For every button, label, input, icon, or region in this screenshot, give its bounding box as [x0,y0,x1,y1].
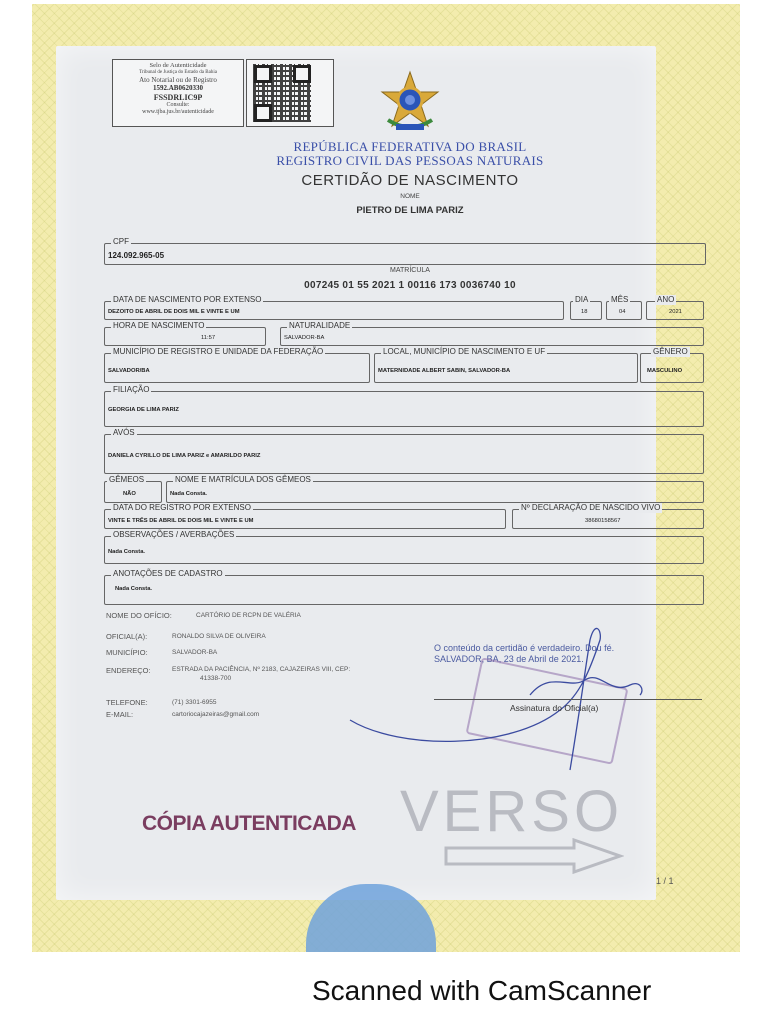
birth-place-value: MATERNIDADE ALBERT SABIN, SALVADOR-BA [378,368,511,374]
twins-value: NÃO [123,491,136,497]
year-label: ANO [657,295,675,304]
naturality-value: SALVADOR-BA [284,335,325,341]
coat-of-arms-icon [378,70,442,134]
name-label: NOME [400,193,420,200]
registry-date-field [104,503,506,529]
phone-value: (71) 3301-6955 [172,699,217,706]
day-value: 18 [581,309,588,315]
official-label: OFICIAL(A): [106,632,148,641]
twins-label: GÊMEOS [109,475,145,484]
grandparents-label: AVÓS [113,428,135,437]
office-city: SALVADOR-BA [172,649,218,656]
registry-city-label: MUNICÍPIO DE REGISTRO E UNIDADE DA FEDERAÇÃO [113,347,324,356]
attestation-line2: SALVADOR, BA, 23 de Abril de 2021. [434,654,584,664]
seal-url: www.tjba.jus.br/autenticidade [142,109,214,115]
republic-heading: REPÚBLICA FEDERATIVA DO BRASIL [293,139,527,154]
filiation-label: FILIAÇÃO [113,385,150,394]
twins-names-label: NOME E MATRÍCULA DOS GÊMEOS [175,475,311,484]
annotations-value: Nada Consta. [115,586,153,592]
address-line1: ESTRADA DA PACIÊNCIA, Nº 2183, CAJAZEIRAS VIII, CEP: [172,666,351,673]
twins-names-value: Nada Consta. [170,491,208,497]
gender-field [640,347,704,383]
birth-time-value: 11:57 [201,335,216,341]
birth-place-field [374,347,638,383]
cpf-field [104,237,706,265]
observations-label: OBSERVAÇÕES / AVERBAÇÕES [113,530,235,539]
official-name: RONALDO SILVA DE OLIVEIRA [172,633,266,640]
office-name: CARTÓRIO DE RCPN DE VALÉRIA [196,612,301,619]
year-field [646,295,704,320]
observations-field [104,530,704,564]
verso-watermark: VERSO [400,779,624,844]
cpf-value: 124.092.965-05 [108,251,165,260]
seal-line4: Consulte: [166,102,190,108]
signature-label: Assinatura do Oficial(a) [510,703,599,713]
dnv-value: 38680158567 [585,518,621,524]
birth-date-label: DATA DE NASCIMENTO POR EXTENSO [113,295,262,304]
birth-date-value: DEZOITO DE ABRIL DE DOIS MIL E VINTE E UM [108,309,240,315]
signature-icon [340,600,660,780]
twins-names-field [166,475,704,503]
naturality-label: NATURALIDADE [289,321,351,330]
registry-date-value: VINTE E TRÊS DE ABRIL DE DOIS MIL E VINTE E UM [108,518,254,524]
seal-line2: Tribunal de Justiça do Estado da Bahia [139,70,217,75]
filiation-value: GEORGIA DE LIMA PARIZ [108,407,179,413]
seal-line1: Selo de Autenticidade [149,62,207,69]
camscanner-watermark: Scanned with CamScanner [312,975,652,1006]
year-value: 2021 [669,309,682,315]
authenticity-seal [112,59,244,127]
page-number: 1 / 1 [656,876,674,886]
grandparents-field [104,428,704,474]
attestation-line1: O conteúdo da certidão é verdadeiro. Dou fé. [434,643,615,653]
cpf-label: CPF [113,237,129,246]
seal-code1: 1592.AB0620330 [153,84,203,92]
observations-value: Nada Consta. [108,549,146,555]
grandparents-value: DANIELA CYRILLO DE LIMA PARIZ e AMARILDO PARIZ [108,453,261,459]
registry-heading: REGISTRO CIVIL DAS PESSOAS NATURAIS [276,153,544,168]
birth-date-field [104,295,564,320]
gender-label: GÊNERO [653,347,688,356]
seal-line3: Ato Notarial ou de Registro [139,76,217,84]
arrow-right-icon [444,838,624,874]
address-line2: 41338-700 [200,675,232,682]
signature-line [434,699,702,700]
day-label: DIA [575,295,589,304]
qr-box [246,59,334,127]
registry-city-field [104,347,370,383]
dnv-label: Nº DECLARAÇÃO DE NASCIDO VIVO [521,503,661,512]
registry-date-label: DATA DO REGISTRO POR EXTENSO [113,503,251,512]
matricula-value: 007245 01 55 2021 1 00116 173 0036740 10 [304,280,516,291]
month-value: 04 [619,309,626,315]
month-field [606,295,642,320]
matricula-label: MATRÍCULA [390,267,430,274]
office-name-label: NOME DO OFÍCIO: [106,611,172,620]
birth-place-label: LOCAL, MUNICÍPIO DE NASCIMENTO E UF [383,347,546,356]
registered-name: PIETRO DE LIMA PARIZ [356,205,464,216]
month-label: MÊS [611,295,629,304]
registry-city-value: SALVADOR/BA [108,368,150,374]
seal-code2: FSSDRLIC9P [153,93,203,102]
email-label: E-MAIL: [106,710,134,719]
office-city-label: MUNICÍPIO: [106,648,148,657]
copy-stamp: CÓPIA AUTENTICADA [142,812,356,835]
birth-time-field [104,321,266,346]
naturality-field [280,321,704,346]
birth-time-label: HORA DE NASCIMENTO [113,321,205,330]
document-title: CERTIDÃO DE NASCIMENTO [301,172,519,189]
email-value: cartoriocajazeiras@gmail.com [172,711,260,718]
gender-value: MASCULINO [647,368,683,374]
day-field [570,295,602,320]
twins-field [104,475,162,503]
dnv-field [512,503,704,529]
phone-label: TELEFONE: [106,698,148,707]
address-label: ENDEREÇO: [106,666,151,675]
filiation-field [104,385,704,427]
annotations-label: ANOTAÇÕES DE CADASTRO [113,569,223,578]
